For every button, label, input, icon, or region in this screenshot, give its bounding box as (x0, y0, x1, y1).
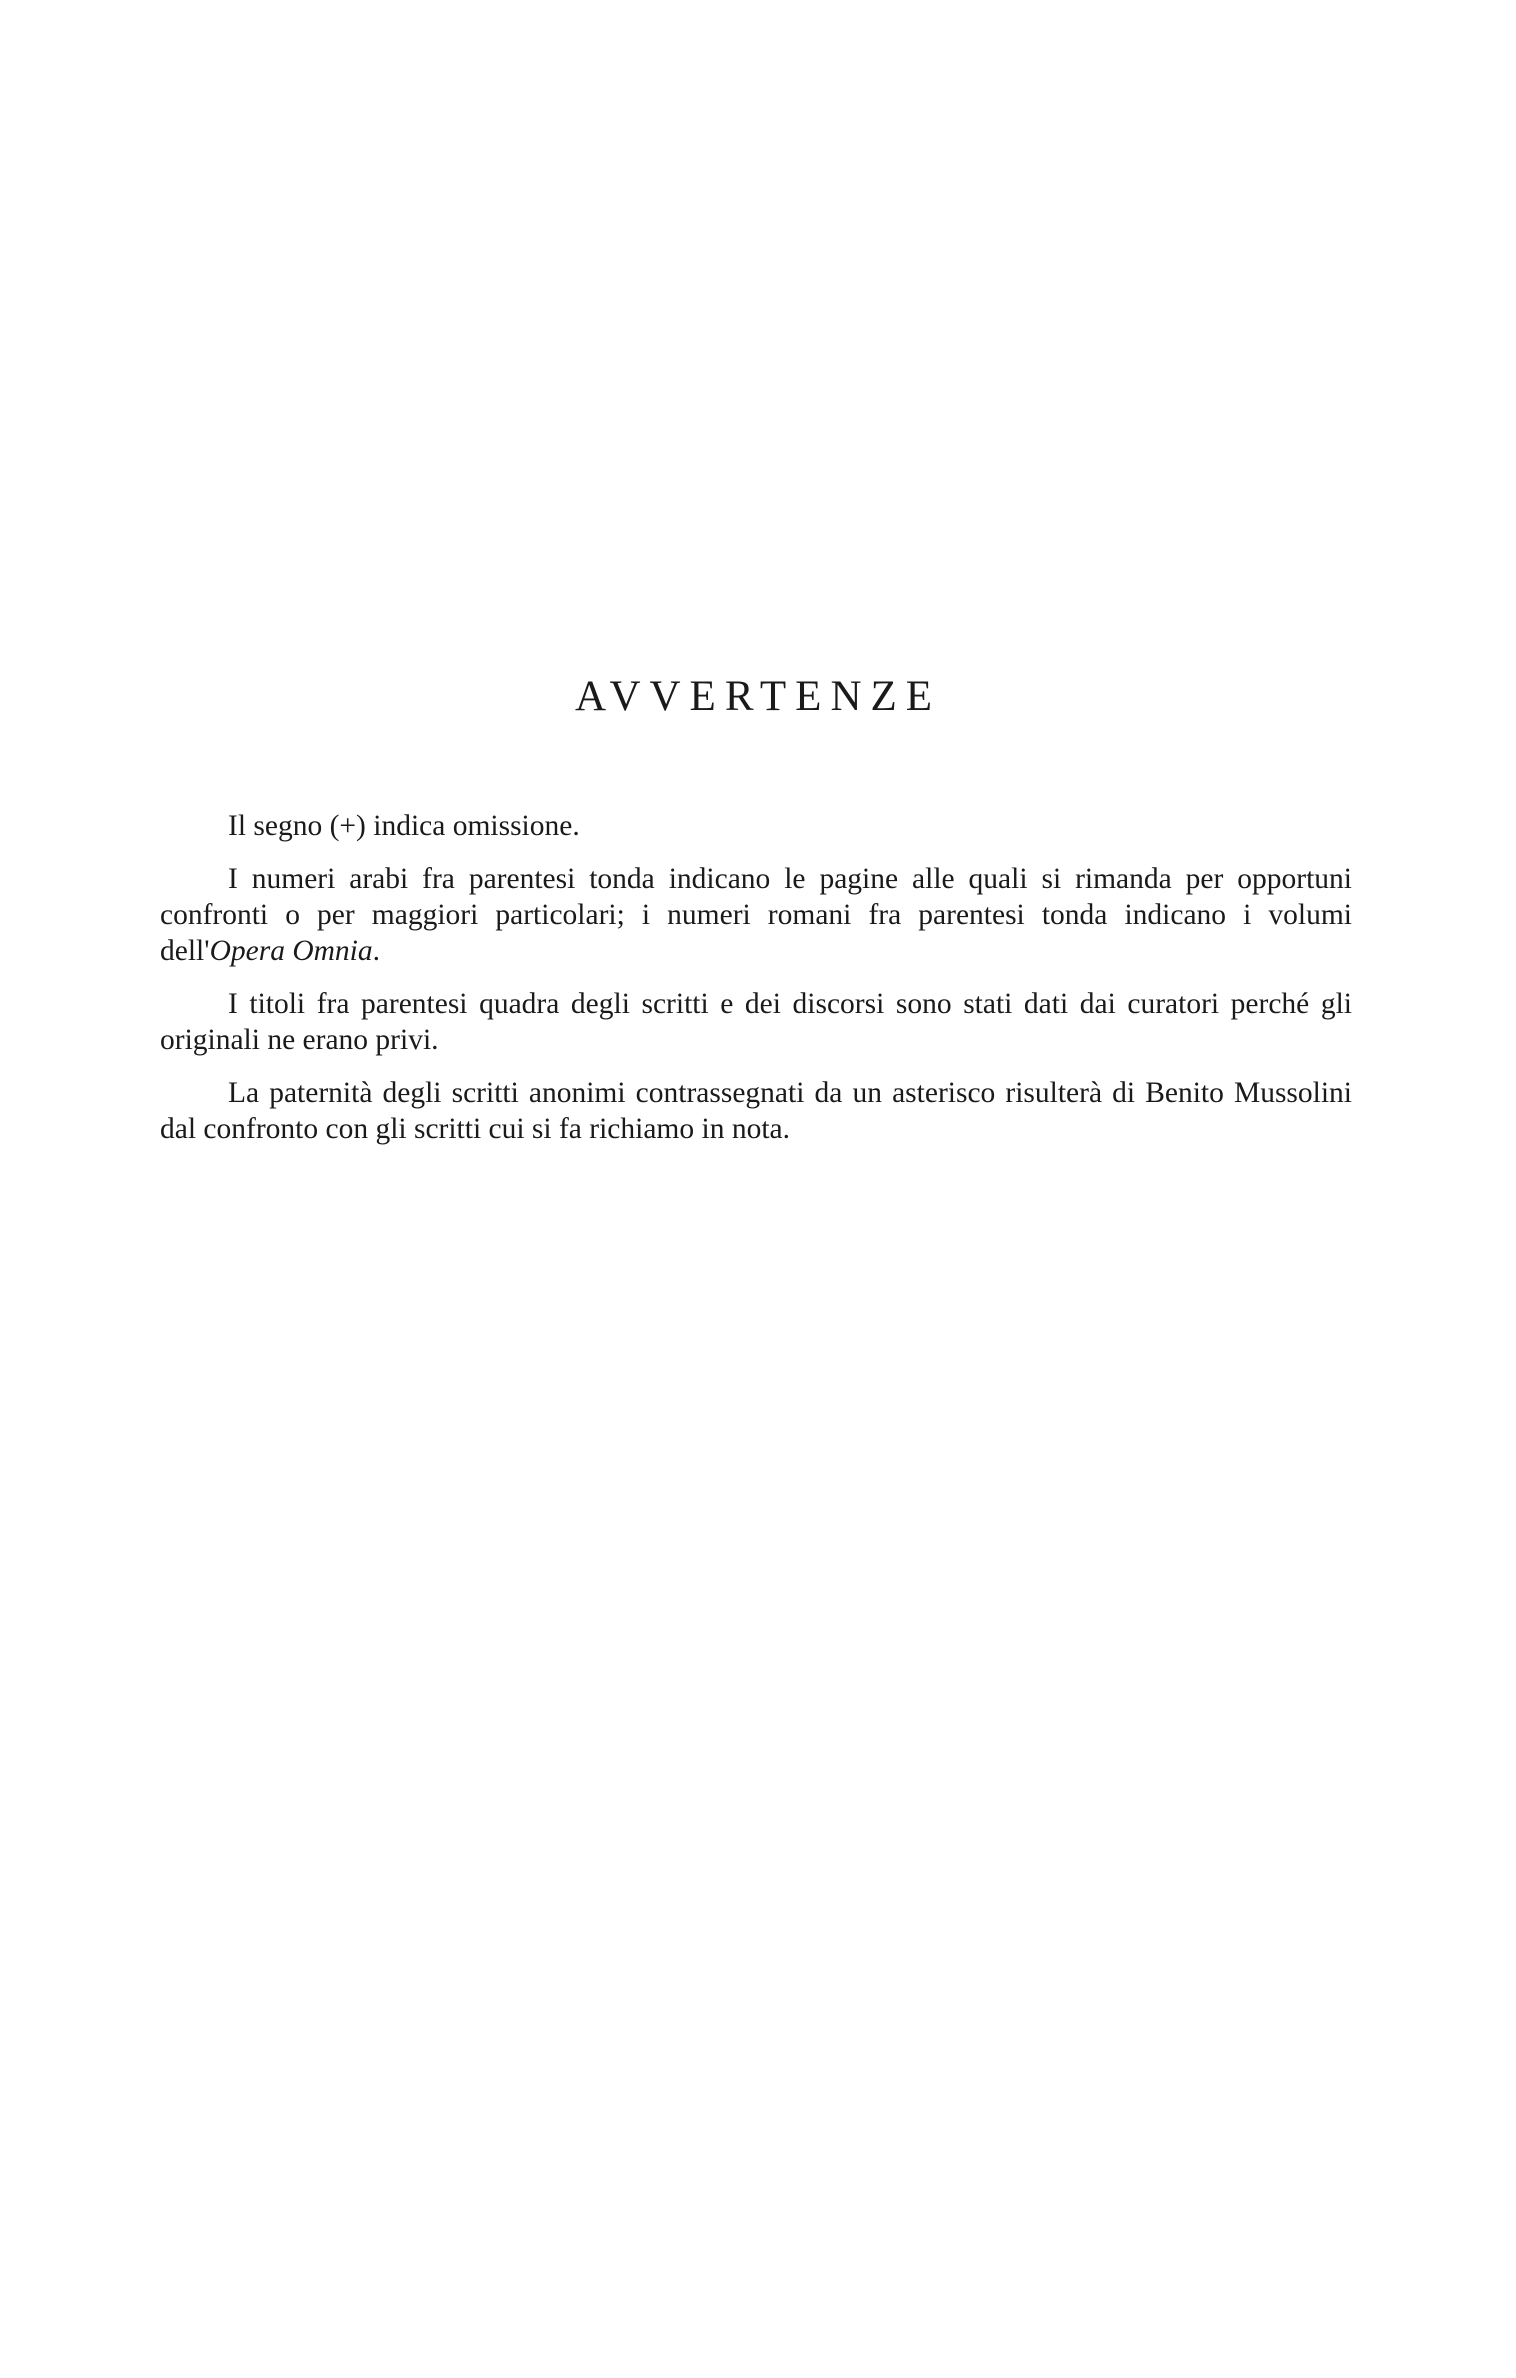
note-omission: Il segno (+) indica omissione. (228, 810, 580, 842)
note-numbers-end: . (372, 935, 380, 967)
page-heading: AVVERTENZE (574, 673, 942, 720)
note-authorship: La paternità degli scritti anonimi contrassegnati da un asterisco risulterà di Benito Mussolini dal confronto con gli scritti cui si fa richiamo in nota. (160, 1077, 1352, 1145)
note-numbers-text: I numeri arabi fra parentesi tonda indicano le pagine alle quali si rimanda per opportuni confronti o per maggiori particolari; i numeri romani fra parentesi tonda indicano i volumi dell' (160, 863, 1352, 967)
notes-body (160, 808, 1352, 1164)
opera-omnia-title: Opera Omnia (209, 935, 373, 967)
note-numbers (160, 861, 1352, 969)
note-titles: I titoli fra parentesi quadra degli scritti e dei discorsi sono stati dati dai curatori perché gli originali ne erano privi. (160, 988, 1352, 1056)
